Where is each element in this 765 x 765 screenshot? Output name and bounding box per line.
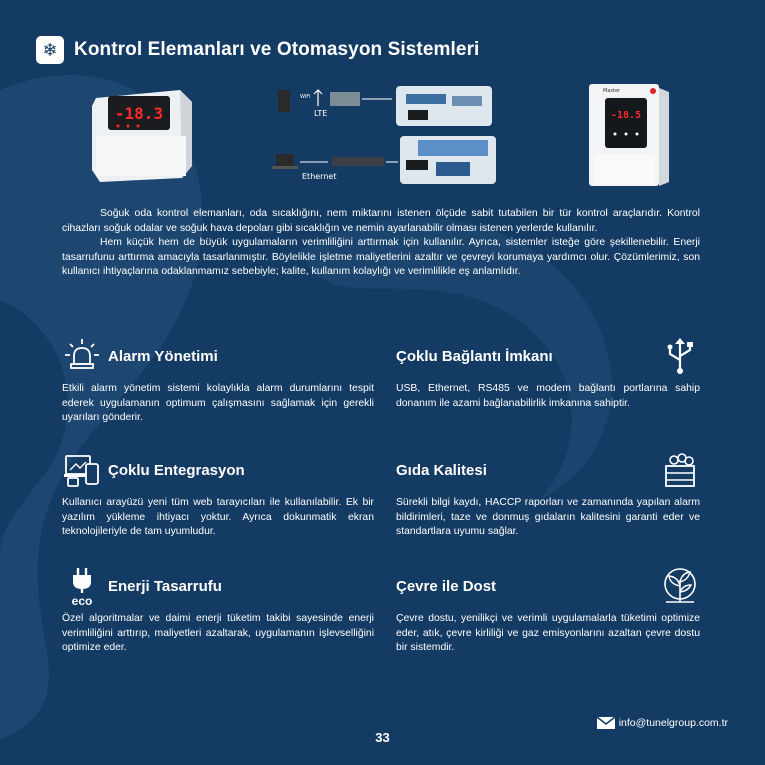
feature-title: Alarm Yönetimi xyxy=(108,347,218,365)
plant-icon xyxy=(660,566,700,606)
lte-label: LTE xyxy=(314,109,328,118)
usb-icon xyxy=(660,336,700,376)
network-diagram xyxy=(268,84,508,186)
page-number: 33 xyxy=(375,730,390,745)
feature-title: Enerji Tasarrufu xyxy=(108,577,222,595)
feature-description: Etkili alarm yönetim sistemi kolaylıkla alarm durumlarını tespit ederek uygulamanın optimum çalışmasını sağlamak için gerekli uyarıları gönderir. xyxy=(62,383,374,423)
feature-title: Çevre ile Dost xyxy=(396,577,497,595)
intro-text xyxy=(62,207,700,280)
phone-icon xyxy=(278,90,290,112)
feature-eco-friendly xyxy=(396,566,700,656)
network-switch-icon xyxy=(332,157,384,166)
feature-integration xyxy=(62,450,374,540)
envelope-icon xyxy=(596,716,616,730)
svg-text:eco: eco xyxy=(71,594,93,606)
control-panel-image xyxy=(585,82,671,188)
contact-email[interactable] xyxy=(596,716,728,730)
feature-description: Özel algoritmalar ve daimi enerji tüketim takibi sayesinde enerji verimliliğini arttırıp, maliyetleri azaltarak, uygulamanın işlevselliğini optimize eder. xyxy=(62,613,374,653)
food-crate-icon xyxy=(660,450,700,490)
controller-display: -18.3 xyxy=(114,104,164,123)
snowflake-icon: ❄ xyxy=(36,36,64,64)
laptop-icon xyxy=(276,154,294,166)
intro-paragraph-1: Soğuk oda kontrol elemanları, oda sıcaklığını, nem miktarını istenen ölçüde sabit tutabilen bir tür kontrol araçlarıdır. Kontrol cihazları soğuk odalar ve soğuk hava depoları gibi sıcaklığın ve nemin ayarlanabilir olması istenen yerlerde kullanılır. xyxy=(62,208,700,234)
feature-description: USB, Ethernet, RS485 ve modem bağlantı portlarına sahip donanım ile azami bağlanabilirlik imkanına sahiptir. xyxy=(396,383,700,409)
svg-text:Master: Master xyxy=(603,88,621,94)
panel-display: -18.5 xyxy=(610,110,642,121)
ethernet-label: Ethernet xyxy=(302,172,337,181)
controller-device-image xyxy=(88,86,198,184)
title-row xyxy=(36,36,479,64)
antenna-icon xyxy=(314,90,322,106)
feature-description: Çevre dostu, yenilikçi ve verimli uygulamalarla tüketimi optimize eder, atık, çevre kirliliği ve gaz emisyonlarını azaltan çevre dostu bir sistemdir. xyxy=(396,613,700,653)
feature-alarm-management xyxy=(62,336,374,426)
feature-connectivity xyxy=(396,336,700,411)
page-title: Kontrol Elemanları ve Otomasyon Sistemleri xyxy=(74,39,480,60)
modem-icon xyxy=(330,92,360,106)
feature-title: Çoklu Entegrasyon xyxy=(108,461,245,479)
feature-energy-saving xyxy=(62,566,374,656)
feature-food-quality xyxy=(396,450,700,540)
feature-description: Kullanıcı arayüzü yeni tüm web tarayıcıları ile kullanılabilir. Ek bir yazılım yükleme ihtiyacı yoktur. Ayrıca dokunmatik ekran teknolojileriyle de tam uyumludur. xyxy=(62,497,374,537)
svg-text:WiFi: WiFi xyxy=(300,94,311,100)
feature-description: Sürekli bilgi kaydı, HACCP raporları ve zamanında yapılan alarm bildirimleri, taze ve donmuş gıdaların kalitesini garanti eder ve standartlara uyumu sağlar. xyxy=(396,497,700,537)
multi-device-icon xyxy=(62,450,102,490)
intro-paragraph-2: Hem küçük hem de büyük uygulamaların verimliliğini arttırmak için kullanılır. Ayrıca, sistemler isteğe göre şekillenebilir. Enerji tasarrufunu arttırma amacıyla tasarlanmıştır. Böylelikle işletme maliyetlerini azaltır ve çevreyi korumaya yardımcı olur. Çözümlerimiz, son kullanıcı ihtiyaçlarına odaklanmamız sebebiyle; kalite, kullanım kolaylığı ve verimlilikle eş anlamlıdır. xyxy=(62,237,700,277)
feature-title: Gıda Kalitesi xyxy=(396,461,487,479)
email-address[interactable]: info@tunelgroup.com.tr xyxy=(618,717,728,729)
eco-plug-icon xyxy=(62,566,102,606)
feature-title: Çoklu Bağlantı İmkanı xyxy=(396,347,553,365)
alarm-light-icon xyxy=(62,336,102,376)
